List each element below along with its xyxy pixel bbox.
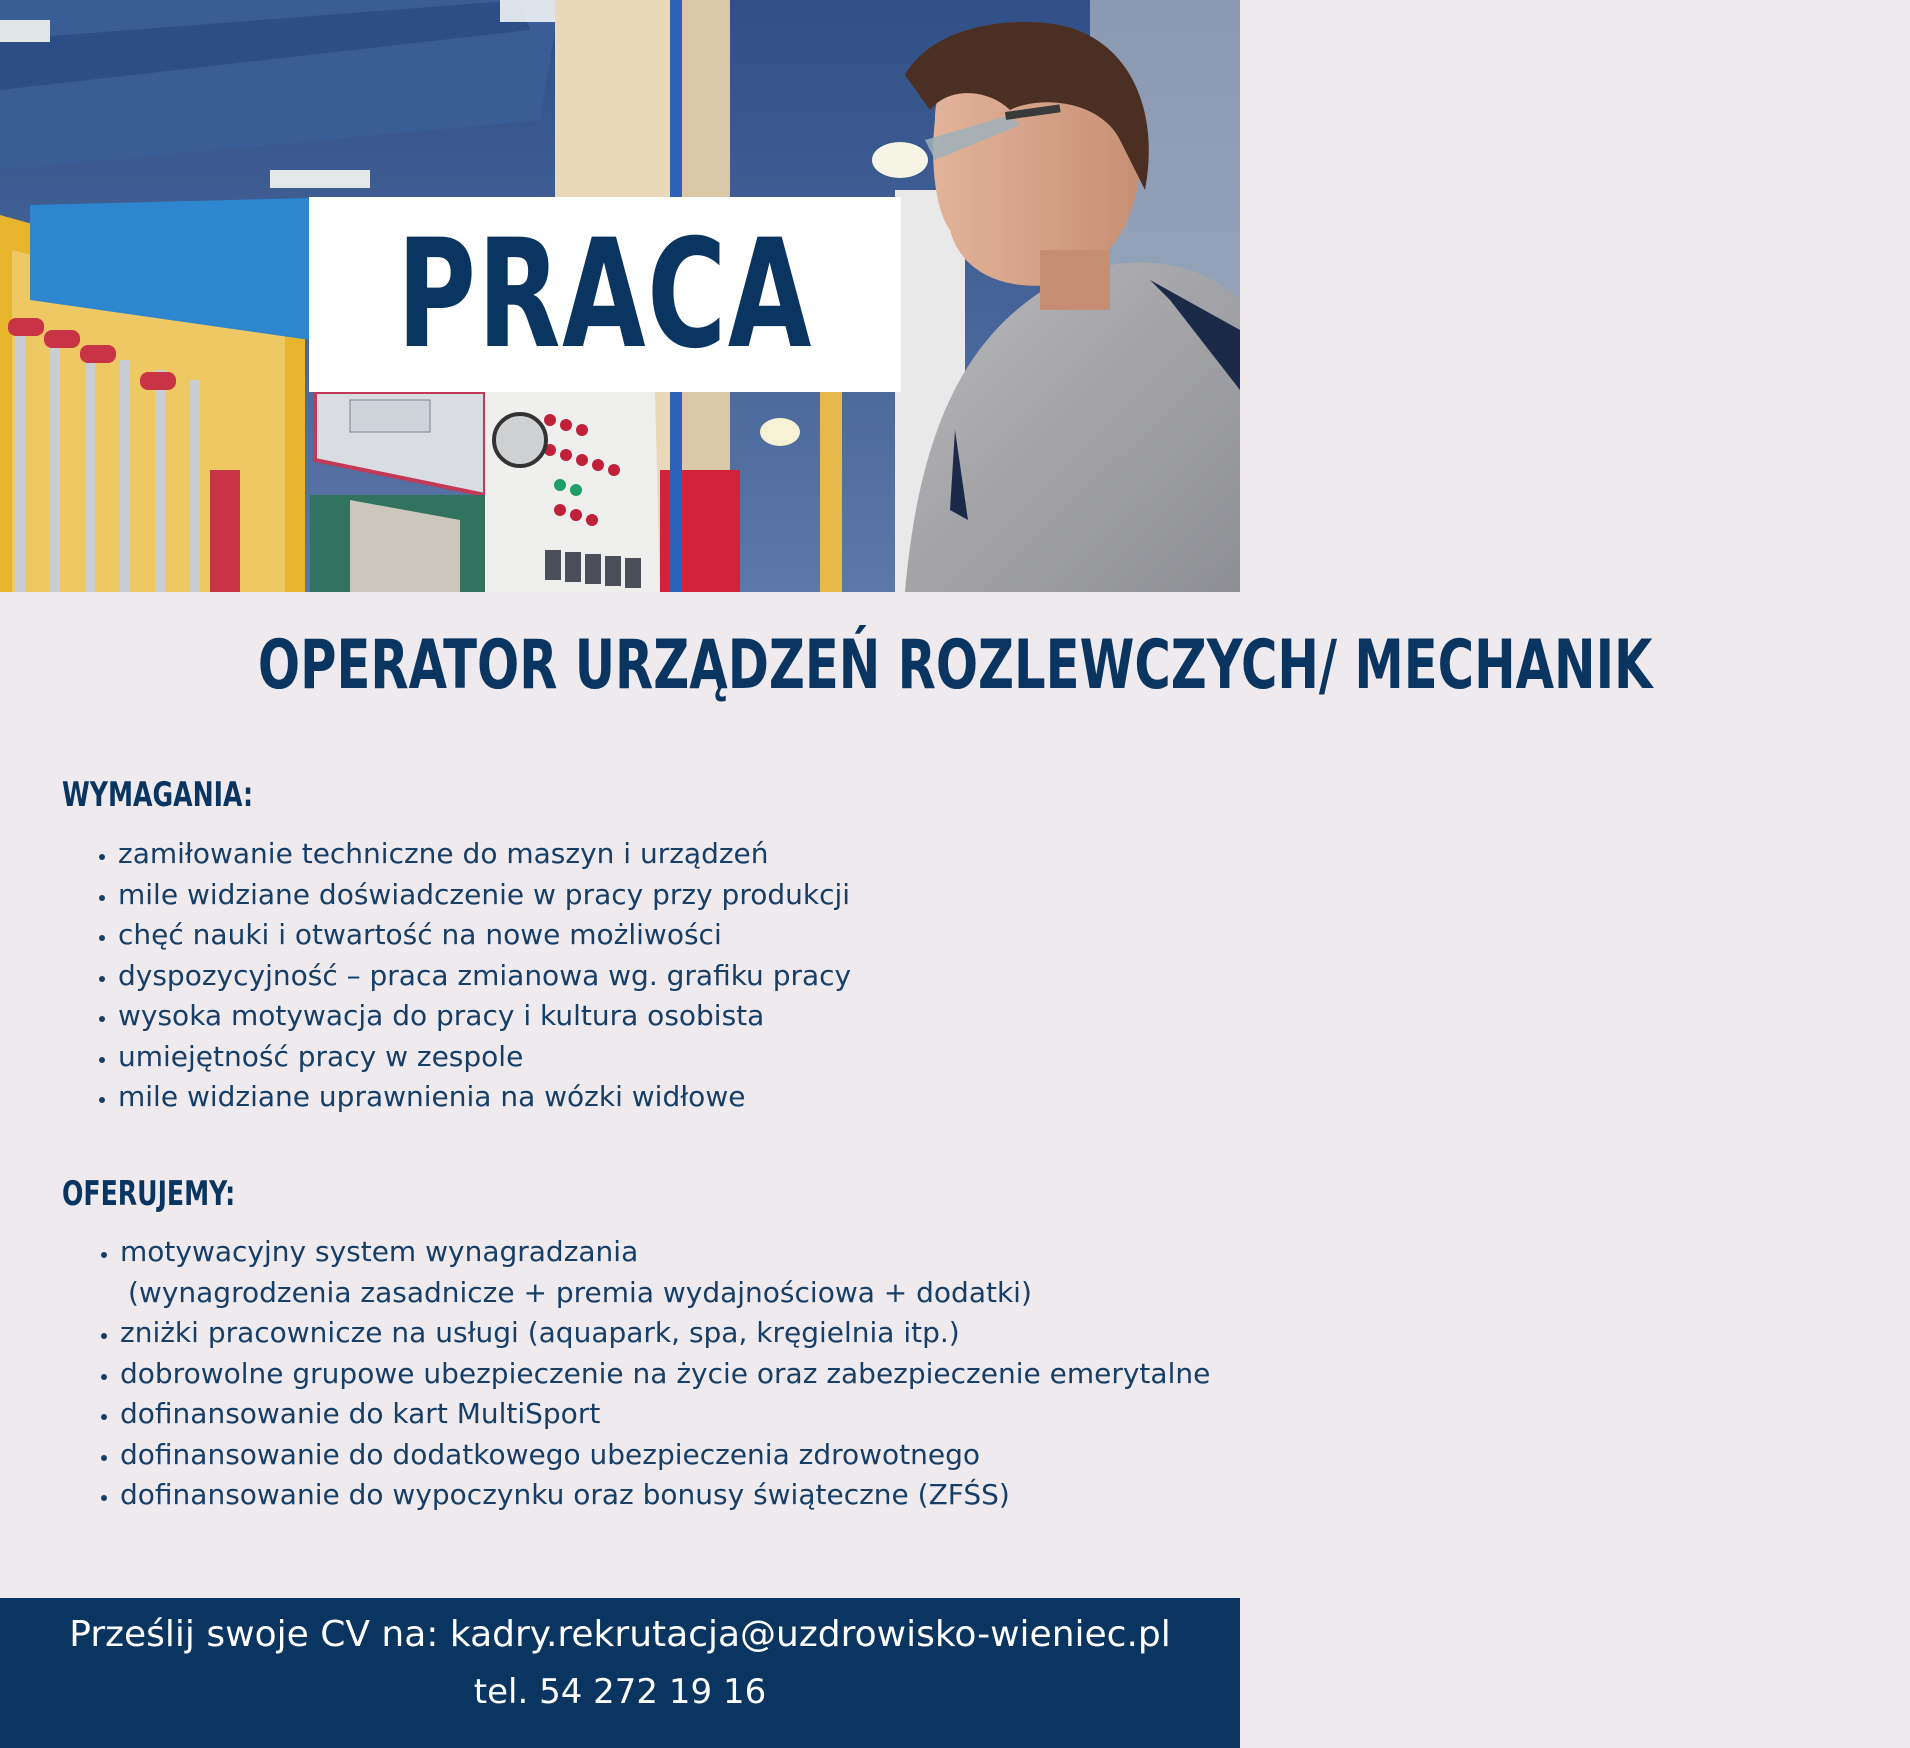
list-item: • dofinansowanie do kart MultiSport: [120, 1394, 1230, 1435]
contact-footer: [0, 1598, 1240, 1748]
list-item-line: motywacyjny system wynagradzania: [120, 1235, 639, 1268]
job-offer-content: [0, 592, 1653, 1598]
requirements-heading: WYMAGANIA:: [62, 775, 254, 815]
phone-text: tel. 54 272 19 16: [473, 1672, 767, 1712]
list-item: • dofinansowanie do dodatkowego ubezpieczenia zdrowotnego: [120, 1435, 1230, 1476]
job-title: [0, 626, 1653, 705]
cv-email-text: Prześlij swoje CV na: kadry.rekrutacja@uzdrowisko-wieniec.pl: [69, 1614, 1171, 1655]
list-item: • dyspozycyjność – praca zmianowa wg. grafiku pracy: [118, 956, 1228, 997]
requirements-list: [80, 834, 1228, 1118]
job-title-text: OPERATOR URZĄDZEŃ ROZLEWCZYCH/ MECHANIK: [257, 626, 1653, 705]
hero-photo: [0, 0, 1240, 592]
list-item: • umiejętność pracy w zespole: [118, 1037, 1228, 1078]
list-item: • dofinansowanie do wypoczynku oraz bonusy świąteczne (ZFŚS): [120, 1475, 1230, 1516]
header-title: PRACA: [397, 207, 813, 382]
list-item: • chęć nauki i otwartość na nowe możliwości: [118, 915, 1228, 956]
list-item-subline: (wynagrodzenia zasadnicze + premia wydajnościowa + dodatki): [128, 1275, 1032, 1309]
list-item: • wysoka motywacja do pracy i kultura osobista: [118, 996, 1228, 1037]
list-item: • zamiłowanie techniczne do maszyn i urządzeń: [118, 834, 1228, 875]
list-item: • zniżki pracownicze na usługi (aquapark, spa, kręgielnia itp.): [120, 1313, 1230, 1354]
offer-list: [82, 1232, 1230, 1516]
header-title-box: [309, 197, 901, 392]
list-item: [120, 1232, 1230, 1313]
list-item: • mile widziane uprawnienia na wózki widłowe: [118, 1077, 1228, 1118]
list-item: • mile widziane doświadczenie w pracy przy produkcji: [118, 875, 1228, 916]
offer-heading: OFERUJEMY:: [62, 1174, 236, 1214]
list-item: • dobrowolne grupowe ubezpieczenie na życie oraz zabezpieczenie emerytalne: [120, 1354, 1230, 1395]
